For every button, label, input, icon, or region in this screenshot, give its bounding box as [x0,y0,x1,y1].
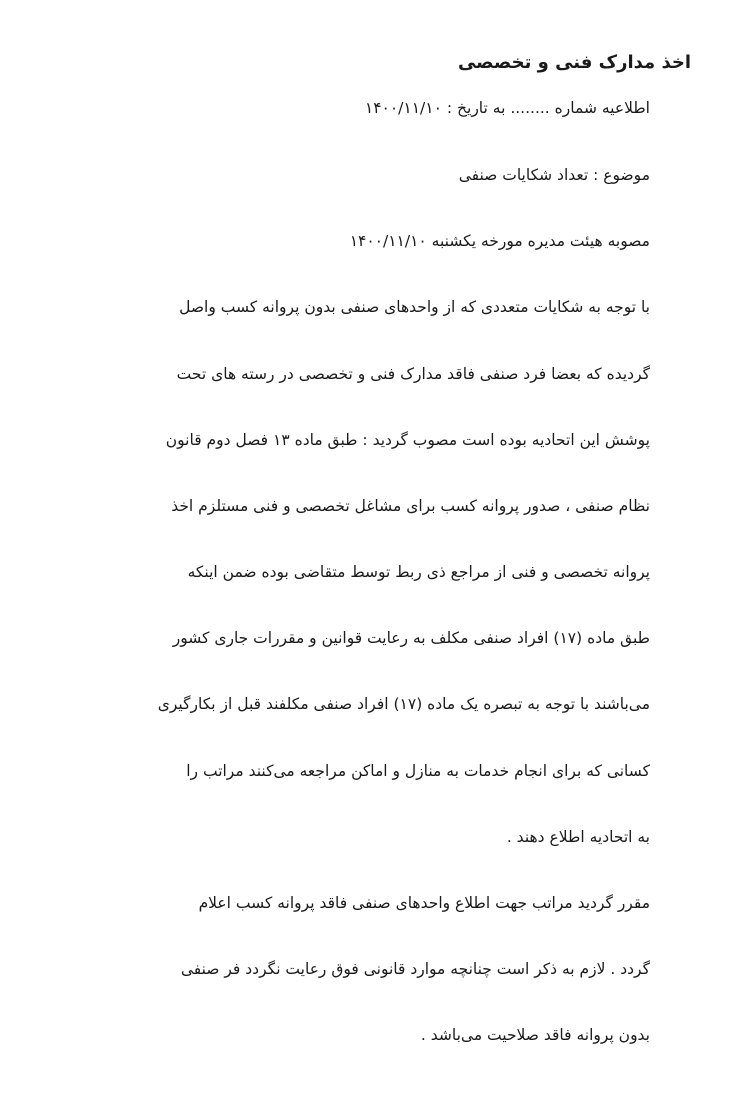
document-title: اخذ مدارک فنی و تخصصی [457,52,691,73]
paragraph2-line: مقرر گردید مراتب جهت اطلاع واحدهای صنفی فاقد پروانه کسب اعلام [198,894,650,912]
paragraph1-line: نظام صنفی ، صدور پروانه کسب برای مشاغل تخصصی و فنی مستلزم اخذ [171,497,650,515]
paragraph1-line: گردیده که بعضا فرد صنفی فاقد مدارک فنی و تخصصی در رسته های تحت [176,365,650,383]
paragraph1-line: می‌باشند با توجه به تبصره یک ماده (۱۷) افراد صنفی مکلفند قبل از بکارگیری [157,695,650,713]
paragraph1-line: پروانه تخصصی و فنی از مراجع ذی ربط توسط متقاضی بوده ضمن اینکه [187,563,650,581]
paragraph1-line: طبق ماده (۱۷) افراد صنفی مکلف به رعایت قوانین و مقررات جاری کشور [172,629,650,647]
paragraph2-line: بدون پروانه فاقد صلاحیت می‌باشد . [420,1026,650,1044]
notice-line: اطلاعیه شماره ........ به تاریخ : ۱۴۰۰/۱۱/۱۰ [364,99,650,117]
paragraph1-line: کسانی که برای انجام خدمات به منازل و اماکن مراجعه می‌کنند مراتب را [186,762,650,780]
paragraph1-line: با توجه به شکایات متعددی که از واحدهای صنفی بدون پروانه کسب واصل [179,298,650,316]
subject-line: موضوع : تعداد شکایات صنفی [458,166,650,184]
paragraph2-line: گردد . لازم به ذکر است چنانچه موارد قانونی فوق رعایت نگردد فر صنفی [180,960,650,978]
paragraph1-line: به اتحادیه اطلاع دهند . [506,828,650,846]
approval-line: مصوبه هیئت مدیره مورخه یکشنبه ۱۴۰۰/۱۱/۱۰ [349,232,650,250]
paragraph1-line: پوشش این اتحادیه بوده است مصوب گردید : طبق ماده ۱۳ فصل دوم قانون [165,431,650,449]
